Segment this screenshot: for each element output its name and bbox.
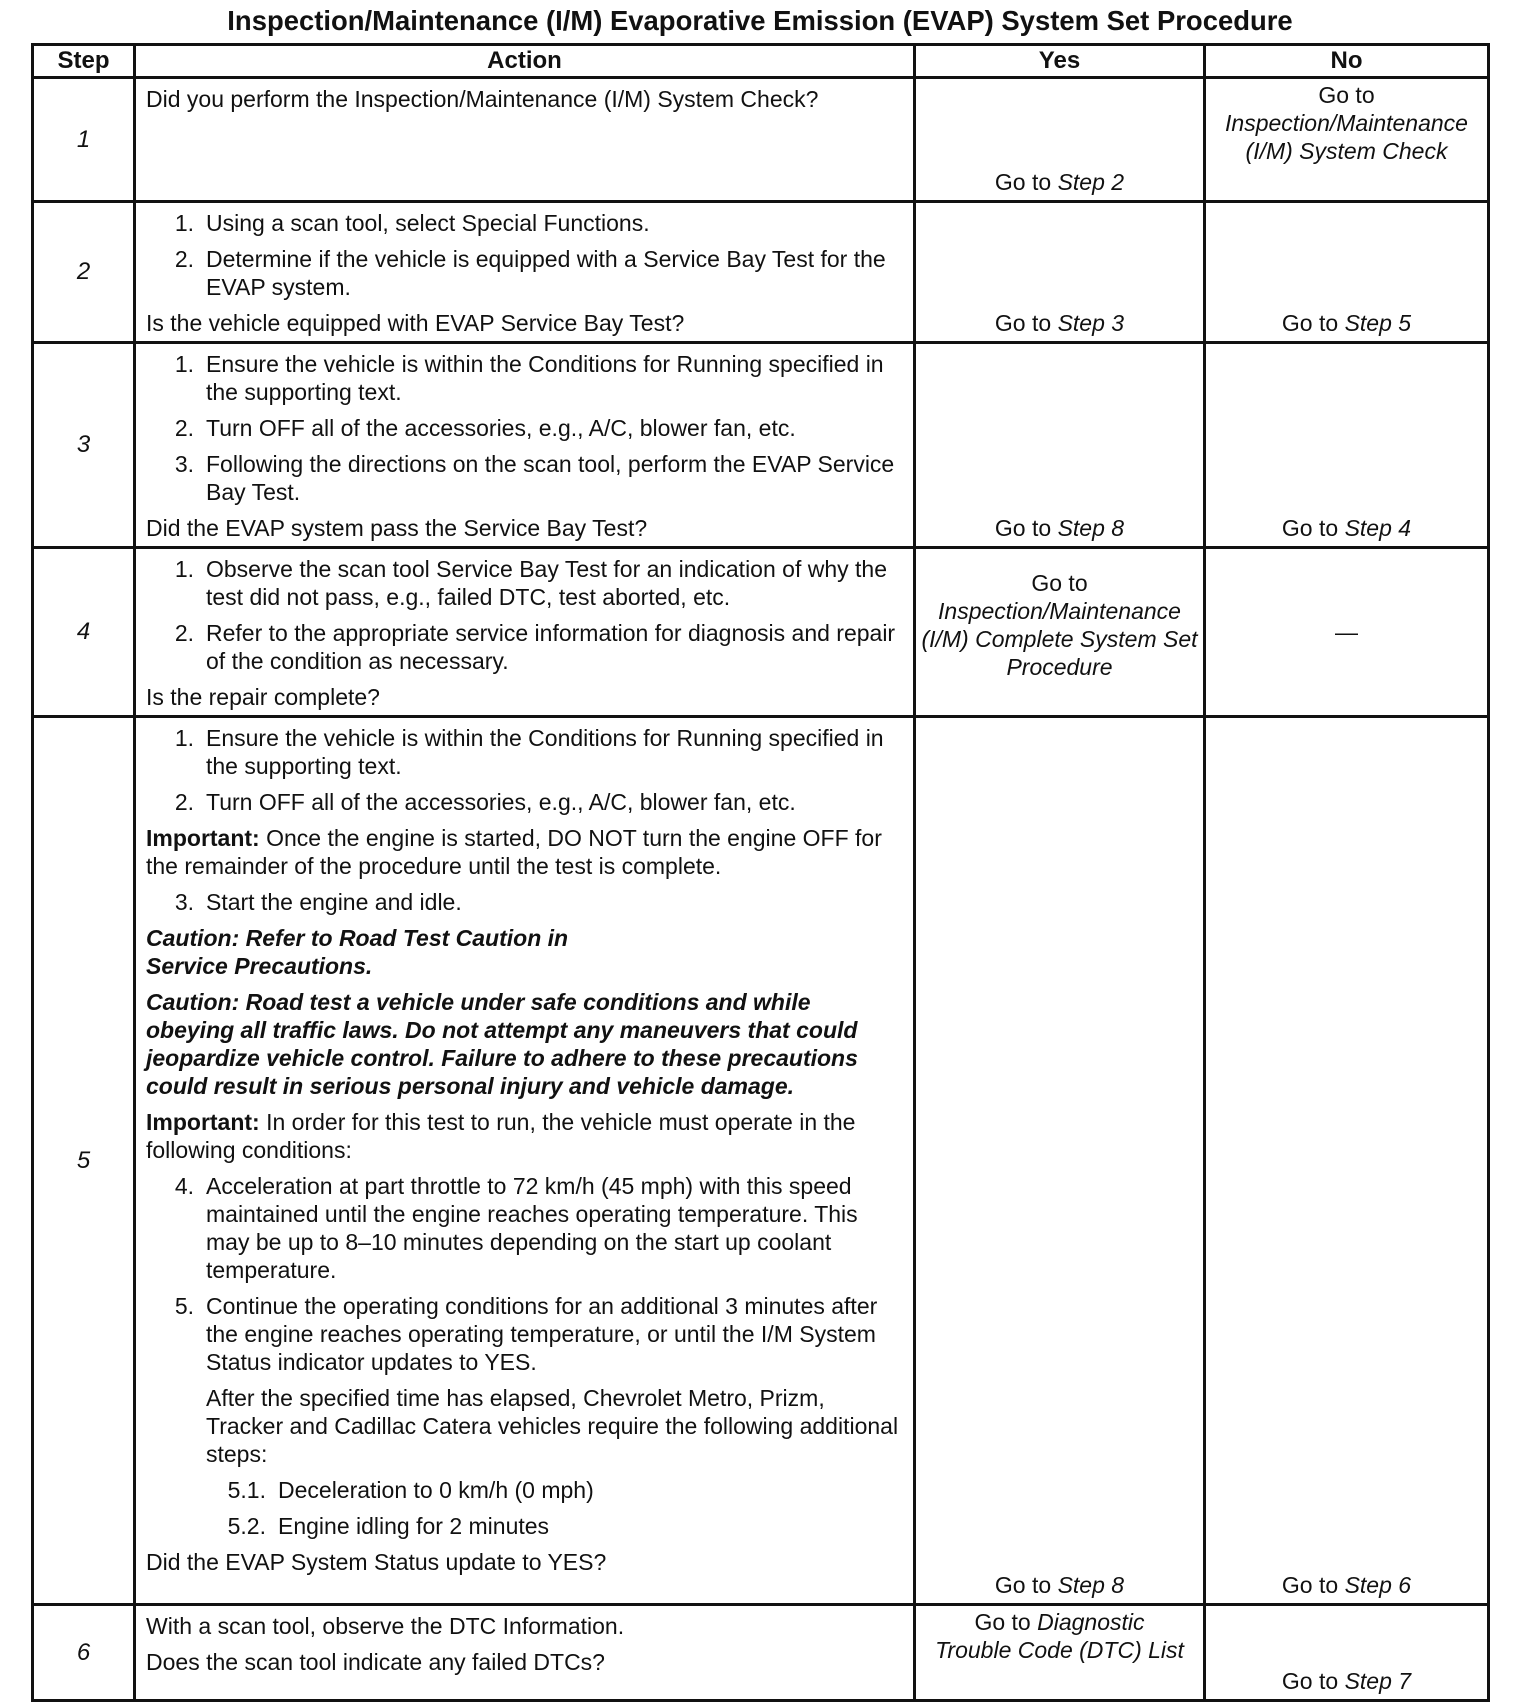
step-number: 6 [33,1605,135,1701]
no-cell: Go to Step 7 [1205,1605,1489,1701]
step-link[interactable]: Step 3 [1057,310,1125,336]
yes-cell: Go to Step 8 [915,343,1205,548]
action-cell [135,717,915,1605]
list-item: 1. Observe the scan tool Service Bay Test for an indication of why the test did not pass, e.g., failed DTC, test aborted, etc. [174,556,887,610]
action-text: With a scan tool, observe the DTC Information. [146,1613,625,1639]
list-item: 1. Ensure the vehicle is within the Conditions for Running specified in the supporting text. [174,725,884,779]
step-link[interactable]: Step 8 [1057,1572,1125,1598]
step-link[interactable]: Step 7 [1344,1668,1412,1694]
table-row [33,202,1489,343]
no-cell [1205,78,1489,202]
list-item: 3. Start the engine and idle. [174,889,462,915]
step-link[interactable]: Step 4 [1344,515,1412,541]
list-item: 1. Ensure the vehicle is within the Conditions for Running specified in the supporting text. [174,351,884,405]
no-cell: Go to Step 6 [1205,717,1489,1605]
additional-steps-note: After the specified time has elapsed, Chevrolet Metro, Prizm, Tracker and Cadillac Catera vehicles require the following additional steps: [206,1385,899,1467]
step-link[interactable]: Step 8 [1057,515,1125,541]
header-yes: Yes [915,45,1205,78]
table-row [33,78,1489,202]
step-link[interactable]: Step 6 [1344,1572,1412,1598]
action-question: Did the EVAP system pass the Service Bay Test? [146,515,648,541]
step-number: 4 [33,548,135,717]
caution-note: Caution: Road test a vehicle under safe conditions and while obeying all traffic laws. Do not attempt any maneuvers that could jeopardize vehicle control. Failure to adhere to these precautions could result in serious personal injury and vehicle damage. [146,989,858,1099]
list-item: 2. Turn OFF all of the accessories, e.g., A/C, blower fan, etc. [174,789,796,815]
action-question: Does the scan tool indicate any failed DTCs? [146,1649,605,1675]
yes-cell: Go to Step 3 [915,202,1205,343]
goto-prefix: Go to [1318,82,1375,108]
important-note: Important: In order for this test to run, the vehicle must operate in the following conditions: [146,1109,856,1163]
yes-cell [915,78,1205,202]
caution-note: Caution: Refer to Road Test Caution in Service Precautions. [146,925,569,979]
table-row [33,1605,1489,1701]
action-cell [135,343,915,548]
list-item: 1. Using a scan tool, select Special Functions. [174,210,650,236]
action-cell [135,202,915,343]
header-no: No [1205,45,1489,78]
yes-cell: Go to Diagnostic Trouble Code (DTC) List [915,1605,1205,1701]
no-cell: Go to Step 4 [1205,343,1489,548]
list-item: 3. Following the directions on the scan tool, perform the EVAP Service Bay Test. [174,451,895,505]
table-row [33,717,1489,1605]
goto-prefix: Go to [994,169,1052,195]
step-number: 3 [33,343,135,548]
procedure-table [31,43,1490,1702]
list-item: 2. Refer to the appropriate service information for diagnosis and repair of the condition as necessary. [174,620,896,674]
no-cell [1205,548,1489,717]
action-question: Is the vehicle equipped with EVAP Service Bay Test? [146,310,685,336]
list-item: 2. Turn OFF all of the accessories, e.g., A/C, blower fan, etc. [174,415,796,441]
list-item: 4. Acceleration at part throttle to 72 km/h (45 mph) with this speed maintained until the engine reaches operating temperature. This may be up to 8–10 minutes depending on the start up coolant temperature. [174,1173,858,1283]
procedure-link[interactable]: Inspection/Maintenance (I/M) System Check [1225,110,1468,164]
page-title: Inspection/Maintenance (I/M) Evaporative Emission (EVAP) System Set Procedure [227,5,1293,36]
yes-cell: Go to Step 8 [915,717,1205,1605]
action-cell [135,548,915,717]
action-question: Did you perform the Inspection/Maintenance (I/M) System Check? [146,86,819,112]
action-cell [135,78,915,202]
table-row [33,548,1489,717]
step-number: 1 [33,78,135,202]
header-step: Step [33,45,135,78]
action-question: Is the repair complete? [146,684,380,710]
step-number: 5 [33,717,135,1605]
procedure-link[interactable]: Inspection/Maintenance (I/M) Complete System Set Procedure [921,598,1198,680]
yes-cell: Go to Inspection/Maintenance (I/M) Complete System Set Procedure [915,548,1205,717]
sub-list-item: 5.1. Deceleration to 0 km/h (0 mph) [227,1477,594,1503]
no-cell: Go to Step 5 [1205,202,1489,343]
procedure-link[interactable]: Diagnostic Trouble Code (DTC) List [935,1609,1184,1663]
list-item: 2. Determine if the vehicle is equipped with a Service Bay Test for the EVAP system. [174,246,886,300]
action-cell [135,1605,915,1701]
table-row [33,343,1489,548]
header-action: Action [135,45,915,78]
action-question: Did the EVAP System Status update to YES? [146,1549,607,1575]
step-number: 2 [33,202,135,343]
important-note: Important: Once the engine is started, DO NOT turn the engine OFF for the remainder of the procedure until the test is complete. [146,825,882,879]
header-row [33,45,1489,78]
step-link[interactable]: Step 5 [1344,310,1412,336]
list-item: 5. Continue the operating conditions for an additional 3 minutes after the engine reaches operating temperature, or until the I/M System Status indicator updates to YES. [174,1293,878,1375]
sub-list-item: 5.2. Engine idling for 2 minutes [227,1513,550,1539]
no-value: — [1335,619,1358,645]
step-link[interactable]: Step 2 [1057,169,1125,195]
